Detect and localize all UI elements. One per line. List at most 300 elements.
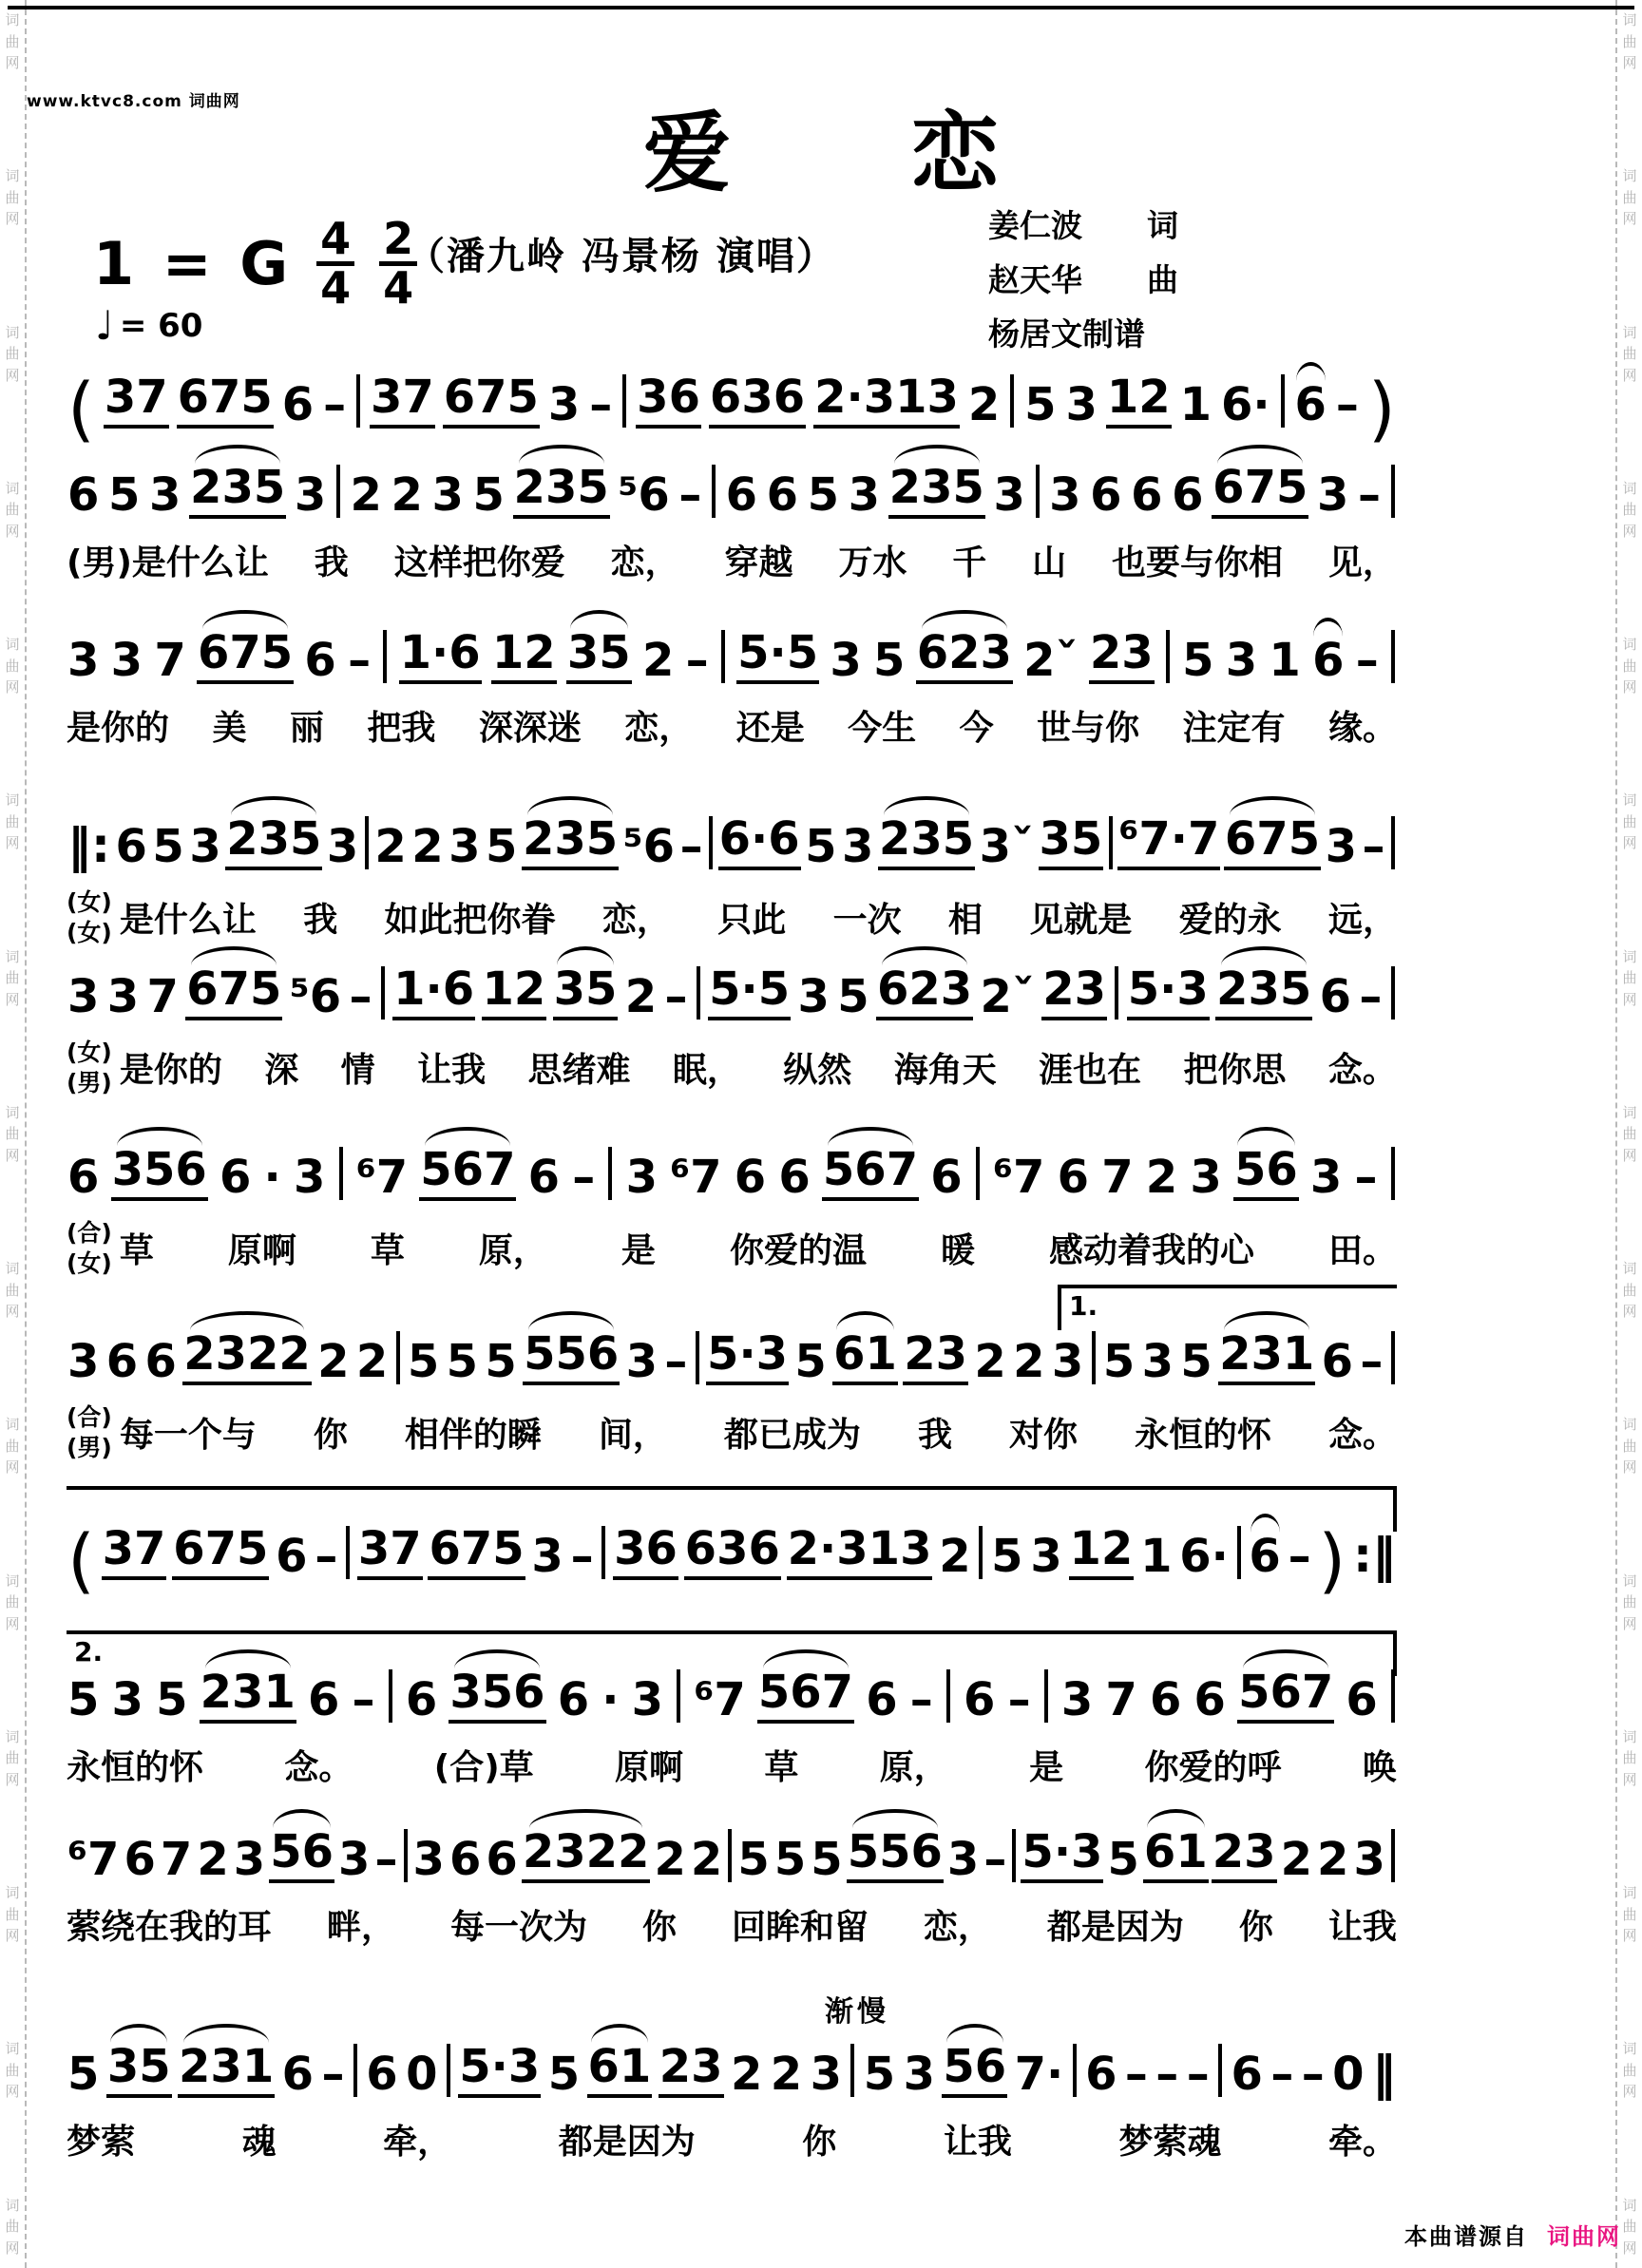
note-token: 356 xyxy=(449,1668,545,1724)
note-token: 6 xyxy=(219,1151,252,1204)
side-watermark-text: 词 曲 网 xyxy=(5,11,20,71)
side-watermark-text: 词 曲 网 xyxy=(5,1884,20,1944)
footer-brand-link[interactable]: 词曲网 xyxy=(1547,2223,1621,2250)
lyric-word: (合)草 xyxy=(433,1748,534,1788)
note-token: 3 xyxy=(189,820,221,873)
notation-line xyxy=(67,369,1397,450)
note-token: 636 xyxy=(684,1525,781,1580)
note-token: 235 xyxy=(878,815,975,870)
note-token: 3 xyxy=(293,1151,326,1204)
note-token: 5·5 xyxy=(736,629,819,684)
music-system-2 xyxy=(67,461,1397,584)
side-watermark-text: 词 曲 网 xyxy=(5,2196,20,2257)
note-token: ⁵6 xyxy=(618,468,670,522)
barline xyxy=(728,1829,732,1882)
ritardando-mark: 渐慢 xyxy=(825,1995,889,2029)
lyric-word: 相伴的瞬 xyxy=(404,1416,542,1456)
duration-dash: – xyxy=(321,2048,345,2101)
note-token: 2 xyxy=(411,820,444,873)
note-token: 56 xyxy=(1233,1146,1299,1201)
note-token: 5 xyxy=(472,468,505,522)
note-token: ⁵6 xyxy=(622,820,676,873)
lyric-word: 草 xyxy=(119,1231,154,1271)
notation-line xyxy=(67,2040,1397,2101)
note-token: 3 xyxy=(631,1673,664,1726)
volta-label: 2. xyxy=(74,1636,104,1668)
lyric-word: 你 xyxy=(1238,1908,1273,1948)
note-token: 5·3 xyxy=(458,2043,541,2098)
note-token: ⁵6 xyxy=(289,970,342,1023)
barline xyxy=(447,2044,450,2097)
note-token: 6 xyxy=(281,377,315,431)
note-token: 61 xyxy=(1143,1828,1209,1883)
note-token: 6·6 xyxy=(718,815,801,870)
lyric-word: 你爱的呼 xyxy=(1144,1748,1282,1788)
parenthesis: ( xyxy=(67,1520,95,1602)
note-token: 2322 xyxy=(522,1828,651,1883)
note-token: 2 xyxy=(355,1335,389,1388)
note-token: 5 xyxy=(991,1529,1023,1583)
note-token: 2·313 xyxy=(787,1525,933,1580)
lyrics-block xyxy=(67,536,1397,584)
left-watermark-column xyxy=(0,0,27,2268)
lyric-word: 暖 xyxy=(940,1231,975,1271)
side-watermark-text: 词 曲 网 xyxy=(1622,479,1637,540)
lyric-word: 恋， xyxy=(601,901,671,941)
note-token: 3 xyxy=(1225,634,1258,687)
lyric-word: 都已成为 xyxy=(723,1416,861,1456)
lyric-word: 恋， xyxy=(610,543,679,583)
note-token: 6 xyxy=(1172,468,1204,522)
duration-dash: – xyxy=(1288,1529,1311,1583)
note-token: 6 xyxy=(1321,1335,1354,1388)
barline xyxy=(622,374,626,428)
note-token: 6 xyxy=(276,1529,308,1583)
duration-dash: – xyxy=(315,1529,338,1583)
note-token: 6 xyxy=(1249,1529,1281,1583)
note-token: 3 xyxy=(1051,1335,1084,1388)
note-token: 36 xyxy=(636,373,701,429)
note-token: 636 xyxy=(709,373,806,429)
lyric-word: 爱的永 xyxy=(1178,901,1282,941)
barline xyxy=(1073,2044,1077,2097)
parenthesis: ) xyxy=(1318,1520,1346,1602)
lyric-word: 你爱的温 xyxy=(729,1231,867,1271)
lyric-word: 草 xyxy=(764,1748,799,1788)
duration-dash: – xyxy=(983,1833,1007,1886)
duration-dash: – xyxy=(1155,2048,1179,2101)
lyric-word: 梦萦 xyxy=(67,2123,136,2163)
note-token: 567 xyxy=(419,1146,516,1201)
side-watermark-text: 词 曲 网 xyxy=(1622,636,1637,696)
duration-dash: – xyxy=(1007,1673,1031,1726)
side-watermark-text: 词 曲 网 xyxy=(5,636,20,696)
note-token: 675 xyxy=(1212,464,1308,519)
note-token: 3 xyxy=(1316,468,1349,522)
note-token: 3 xyxy=(848,468,881,522)
side-watermark-text: 词 曲 网 xyxy=(5,1260,20,1320)
note-token: 5 xyxy=(156,1673,188,1726)
barline xyxy=(1391,1147,1395,1200)
lyric-word: 如此把你眷 xyxy=(384,901,556,941)
note-token: 2 xyxy=(1013,1335,1045,1388)
voice-label: (女) xyxy=(67,888,112,917)
voice-labels xyxy=(67,1218,112,1278)
note-token: 235 xyxy=(513,464,610,519)
lyric-word: 思绪难 xyxy=(527,1051,631,1091)
lyric-word: 缘。 xyxy=(1327,709,1397,749)
duration-dash: – xyxy=(352,1673,375,1726)
repeat-barline: :‖ xyxy=(1353,1527,1396,1583)
note-token: 3 xyxy=(625,1151,658,1204)
barline xyxy=(697,966,700,1020)
note-token: 2ˇ xyxy=(980,970,1035,1023)
note-token: 61 xyxy=(832,1330,898,1385)
lyrics-line xyxy=(120,1408,1397,1457)
note-token: 6 xyxy=(964,1673,996,1726)
lyric-word: 是你的 xyxy=(119,1051,222,1091)
note-token: 675 xyxy=(443,373,540,429)
lyric-word: 每一次为 xyxy=(449,1908,587,1948)
note-token: 56 xyxy=(942,2043,1007,2098)
note-token: 1 xyxy=(1179,377,1212,431)
note-token: 2 xyxy=(690,1833,723,1886)
voice-label: (女) xyxy=(67,1039,112,1067)
lyric-word: 这样把你爱 xyxy=(393,543,565,583)
side-watermark-text: 词 曲 网 xyxy=(1622,947,1637,1008)
lyric-word: 你 xyxy=(313,1416,348,1456)
parenthesis: ( xyxy=(67,369,95,450)
side-watermark-text: 词 曲 网 xyxy=(1622,1103,1637,1164)
barline xyxy=(356,374,360,428)
duration-dash: – xyxy=(1360,1335,1384,1388)
note-token: 12 xyxy=(482,965,547,1020)
note-token: 675 xyxy=(197,629,294,684)
lyric-word: 唤 xyxy=(1362,1748,1397,1788)
barline xyxy=(1391,465,1395,518)
note-token: 1·6 xyxy=(399,629,482,684)
note-token: 5 xyxy=(1180,1335,1212,1388)
duration-dash: – xyxy=(1354,1151,1378,1204)
note-token: 2 xyxy=(374,820,407,873)
side-watermark-text: 词 曲 网 xyxy=(5,1727,20,1788)
barline xyxy=(1109,816,1113,869)
voice-label: (女) xyxy=(67,918,112,946)
lyric-word: 也要与你相 xyxy=(1112,543,1284,583)
lyrics-block xyxy=(67,1218,1397,1278)
voice-labels xyxy=(67,1402,112,1462)
note-token: 3 xyxy=(1190,1151,1222,1204)
song-title: 爱恋 xyxy=(643,103,1179,204)
note-token: 37 xyxy=(357,1525,423,1580)
note-token: 5 xyxy=(773,1833,807,1886)
lyric-word: 让我 xyxy=(417,1051,487,1091)
lyrics-line xyxy=(67,536,1397,584)
barline xyxy=(1092,1331,1096,1384)
note-token: 3 xyxy=(1049,468,1081,522)
lyric-word: 畔， xyxy=(326,1908,395,1948)
note-token: 7 xyxy=(154,634,186,687)
note-token: 3 xyxy=(625,1335,659,1388)
note-token: 567 xyxy=(757,1668,854,1724)
note-token: 5 xyxy=(805,820,837,873)
note-token: 23 xyxy=(1212,1828,1277,1883)
note-token: 6 xyxy=(557,1673,590,1726)
note-token: 5 xyxy=(811,1833,843,1886)
note-token: 5 xyxy=(1024,377,1057,431)
note-token: 6 xyxy=(304,634,336,687)
note-token: 2322 xyxy=(182,1330,312,1385)
note-token: 6 xyxy=(366,2048,398,2101)
note-token: 3 xyxy=(903,2048,935,2101)
note-token: 6 xyxy=(766,468,799,522)
note-token: 675 xyxy=(172,1525,269,1580)
barline xyxy=(1281,374,1285,428)
side-watermark-text: 词 曲 网 xyxy=(5,1572,20,1632)
lyric-word: 是你的 xyxy=(67,709,170,749)
note-token: 36 xyxy=(613,1525,678,1580)
music-system-4 xyxy=(67,812,1397,947)
note-token: 5 xyxy=(152,820,184,873)
side-watermark-text: 词 曲 网 xyxy=(1622,791,1637,852)
note-token: 37 xyxy=(370,373,435,429)
lyrics-line xyxy=(120,1224,1397,1272)
note-token: 623 xyxy=(916,629,1013,684)
side-watermark-text: 词 曲 网 xyxy=(5,791,20,852)
lyric-word: 原啊 xyxy=(615,1748,684,1788)
note-token: 231 xyxy=(1218,1330,1315,1385)
note-token: 1 xyxy=(1269,634,1301,687)
notation-line xyxy=(67,1520,1397,1602)
side-watermark-text: 词 曲 网 xyxy=(5,1103,20,1164)
barline xyxy=(383,630,387,683)
duration-dash: – xyxy=(1335,377,1359,431)
note-token: 2 xyxy=(939,1529,971,1583)
note-token: 235 xyxy=(522,815,619,870)
note-token: 3 xyxy=(67,1335,100,1388)
note-token: 2 xyxy=(624,970,658,1023)
duration-dash: – xyxy=(678,468,702,522)
side-watermark-text: 词 曲 网 xyxy=(1622,1572,1637,1632)
side-watermark-text: 词 曲 网 xyxy=(1622,2040,1637,2101)
note-token: 6· xyxy=(1179,1529,1229,1583)
note-token: 37 xyxy=(104,373,169,429)
note-token: 7 xyxy=(146,970,179,1023)
note-token: 5·3 xyxy=(1127,965,1210,1020)
voice-label: (男) xyxy=(67,1068,112,1096)
key-signature xyxy=(93,213,417,314)
side-watermark-text: 词 曲 网 xyxy=(5,1416,20,1477)
note-token: 3 xyxy=(149,468,181,522)
note-token: 3 xyxy=(810,2048,842,2101)
key-label: 1 = G xyxy=(93,228,293,298)
lyric-word: 是 xyxy=(1029,1748,1064,1788)
note-token: 5·3 xyxy=(706,1330,789,1385)
note-token: 6 xyxy=(1319,970,1351,1023)
barline xyxy=(1391,1829,1395,1882)
note-token: 231 xyxy=(178,2043,275,2098)
note-token: ⁶7 xyxy=(694,1673,746,1726)
credit-composer: 赵天华 曲 xyxy=(988,261,1178,298)
page-top-border xyxy=(8,6,1634,10)
note-token: 1 xyxy=(1140,1529,1173,1583)
voice-label: (男) xyxy=(67,1433,112,1461)
note-token: 2ˇ xyxy=(1023,634,1079,687)
lyric-word: 永恒的怀 xyxy=(67,1748,204,1788)
lyrics-block xyxy=(67,1038,1397,1097)
note-token: 61 xyxy=(587,2043,653,2098)
note-token: 556 xyxy=(847,1828,944,1883)
lyric-word: 永恒的怀 xyxy=(1134,1416,1271,1456)
note-token: 2 xyxy=(974,1335,1006,1388)
barline xyxy=(1218,2044,1222,2097)
note-token: 623 xyxy=(876,965,973,1020)
note-token: 567 xyxy=(822,1146,919,1201)
note-token: 3 xyxy=(1030,1529,1062,1583)
lyrics-line xyxy=(67,2115,1397,2163)
note-token: 6 xyxy=(866,1673,898,1726)
lyric-word: 间， xyxy=(598,1416,667,1456)
duration-dash: – xyxy=(349,970,372,1023)
note-token: 6 xyxy=(1346,1673,1378,1726)
music-system-11 xyxy=(67,1995,1397,2163)
note-token: 3 xyxy=(842,820,874,873)
repeat-barline: ‖: xyxy=(67,817,110,873)
lyrics-line xyxy=(120,1043,1397,1092)
final-barline: ‖ xyxy=(1371,2045,1396,2101)
note-token: 35 xyxy=(553,965,619,1020)
lyric-word: 我 xyxy=(917,1416,952,1456)
note-token: 3 xyxy=(830,634,862,687)
note-token: 5 xyxy=(446,1335,479,1388)
note-token: 56 xyxy=(269,1828,334,1883)
note-token: 6 xyxy=(67,1151,100,1204)
note-token: 3 xyxy=(111,1673,143,1726)
note-token: 7 xyxy=(1101,1151,1134,1204)
barline xyxy=(1166,630,1170,683)
barline xyxy=(712,465,716,518)
note-token: 3 xyxy=(1325,820,1357,873)
music-system-6 xyxy=(67,1143,1397,1278)
footer-source-text: 本曲谱源自 xyxy=(1404,2223,1528,2250)
tempo-value: = 60 xyxy=(119,306,203,345)
lyric-word: 每一个与 xyxy=(119,1416,257,1456)
lyric-word: 我 xyxy=(303,901,338,941)
note-token: ⁶7 xyxy=(355,1151,409,1204)
barline xyxy=(339,1147,343,1200)
lyric-word: 你 xyxy=(641,1908,677,1948)
lyrics-line xyxy=(67,1900,1397,1949)
note-token: ⁶7 xyxy=(67,1833,120,1886)
note-token: 2 xyxy=(317,1335,350,1388)
note-token: 6 xyxy=(778,1151,811,1204)
barline xyxy=(976,1147,980,1200)
lyrics-block xyxy=(67,887,1397,947)
parenthesis: ) xyxy=(1367,369,1396,450)
duration-dash: – xyxy=(323,377,347,431)
lyric-word: 眠， xyxy=(672,1051,741,1091)
dot: · xyxy=(263,1151,281,1204)
note-token: 5 xyxy=(1182,634,1214,687)
lyric-word: 田。 xyxy=(1327,1231,1397,1271)
duration-dash: – xyxy=(664,970,688,1023)
note-token: 0 xyxy=(1332,2048,1365,2101)
note-token: 2 xyxy=(391,468,423,522)
note-token: 6 xyxy=(1085,2048,1117,2101)
note-token: 7 xyxy=(160,1833,193,1886)
lyric-word: 万水 xyxy=(838,543,907,583)
lyric-word: 萦绕在我的耳 xyxy=(67,1908,273,1948)
note-token: 6 xyxy=(1149,1673,1182,1726)
duration-dash: – xyxy=(589,377,613,431)
notation-line xyxy=(67,962,1397,1023)
voice-label: (合) xyxy=(67,1219,112,1248)
note-token: 5 xyxy=(407,1335,440,1388)
note-token: 3ˇ xyxy=(979,820,1035,873)
note-token: 23 xyxy=(659,2043,724,2098)
dot: · xyxy=(601,1673,620,1726)
lyrics-line xyxy=(120,893,1397,942)
barline xyxy=(1391,1669,1395,1723)
note-token: 675 xyxy=(1224,815,1321,870)
note-token: 6 xyxy=(734,1151,767,1204)
duration-dash: – xyxy=(679,820,703,873)
lyric-word: 原， xyxy=(879,1748,948,1788)
lyric-word: 草 xyxy=(370,1231,405,1271)
note-token: 1·6 xyxy=(392,965,475,1020)
barline xyxy=(1391,816,1395,869)
voice-label: (女) xyxy=(67,1248,112,1277)
note-token: 2 xyxy=(967,377,1001,431)
music-system-7 xyxy=(67,1290,1397,1462)
lyric-word: 你 xyxy=(802,2123,837,2163)
note-token: 3 xyxy=(797,970,830,1023)
note-token: 6 xyxy=(405,1673,438,1726)
barline xyxy=(365,816,369,869)
note-token: 3 xyxy=(431,468,464,522)
barline xyxy=(1237,1526,1241,1579)
side-watermark-text: 词 曲 网 xyxy=(5,479,20,540)
barline xyxy=(336,465,340,518)
note-token: 5·5 xyxy=(708,965,791,1020)
lyric-word: 是 xyxy=(621,1231,656,1271)
note-token: 35 xyxy=(1039,815,1104,870)
duration-dash: – xyxy=(1358,468,1381,522)
notation-line xyxy=(67,626,1397,687)
barline xyxy=(1115,966,1118,1020)
note-token: 5 xyxy=(547,2048,581,2101)
note-token: 6 xyxy=(449,1833,482,1886)
note-token: 23 xyxy=(903,1330,968,1385)
voice-label: (合) xyxy=(67,1403,112,1432)
note-token: 5 xyxy=(67,1673,100,1726)
barline xyxy=(1012,1829,1016,1882)
note-token: 235 xyxy=(1215,965,1312,1020)
note-token: 567 xyxy=(1237,1668,1334,1724)
notation-line xyxy=(67,1143,1397,1204)
lyrics-block xyxy=(67,1900,1397,1949)
lyric-word: 梦萦魂 xyxy=(1118,2123,1222,2163)
note-token: 2 xyxy=(197,1833,229,1886)
side-watermark-text: 词 曲 网 xyxy=(1622,2196,1637,2257)
lyric-word: 恋， xyxy=(923,1908,992,1948)
note-token: 2 xyxy=(1280,1833,1312,1886)
lyrics-block xyxy=(67,1741,1397,1789)
note-token: 6 xyxy=(281,2048,315,2101)
note-token: 5 xyxy=(485,1335,517,1388)
quarter-note-icon: ♩ xyxy=(95,302,114,349)
music-system-8 xyxy=(67,1520,1397,1602)
